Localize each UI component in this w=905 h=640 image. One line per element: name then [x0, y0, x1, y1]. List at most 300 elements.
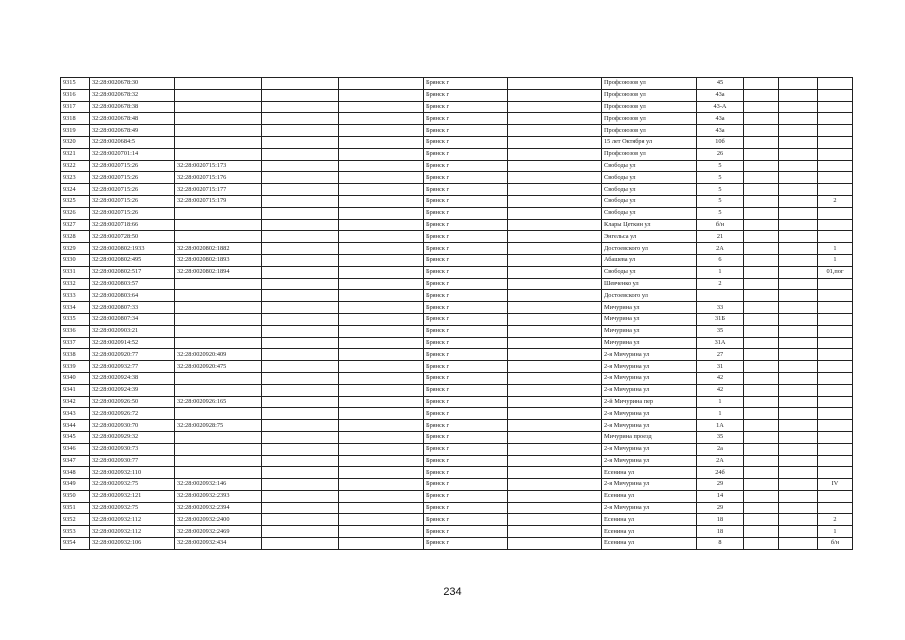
cadastral-number-cell: 32:28:0020803:57: [90, 278, 175, 290]
row-number-cell: 9345: [61, 431, 90, 443]
cadastral-number-cell: 32:28:0020932:121: [90, 490, 175, 502]
house-number-cell: 5: [697, 207, 744, 219]
empty-cell-4: [339, 148, 424, 160]
row-number-cell: 9334: [61, 302, 90, 314]
apartment-cell: [818, 278, 853, 290]
empty-cell-4: [339, 479, 424, 491]
empty-cell-4: [339, 384, 424, 396]
street-cell: Мичурина ул: [602, 302, 697, 314]
house-number-cell: 1: [697, 408, 744, 420]
row-number-cell: 9331: [61, 266, 90, 278]
empty-cell-4: [339, 207, 424, 219]
house-number-cell: 43а: [697, 125, 744, 137]
house-number-cell: 43а: [697, 113, 744, 125]
street-cell: Мичурина проезд: [602, 431, 697, 443]
empty-cell-4: [339, 514, 424, 526]
street-cell: Энгельса ул: [602, 231, 697, 243]
empty-cell-10: [779, 479, 818, 491]
empty-cell-10: [779, 349, 818, 361]
empty-cell-4: [339, 467, 424, 479]
empty-cell-10: [779, 136, 818, 148]
parent-cadastral-number-cell: [175, 408, 262, 420]
empty-cell-3: [262, 384, 339, 396]
city-cell: Брянск г: [424, 172, 508, 184]
parent-cadastral-number-cell: [175, 313, 262, 325]
empty-cell-3: [262, 266, 339, 278]
cadastral-number-cell: 32:28:0020932:110: [90, 467, 175, 479]
empty-cell-9: [744, 408, 779, 420]
city-cell: Брянск г: [424, 443, 508, 455]
empty-cell-6: [508, 490, 602, 502]
empty-cell-6: [508, 479, 602, 491]
row-number-cell: 9351: [61, 502, 90, 514]
table-row: [61, 254, 853, 266]
house-number-cell: 45: [697, 78, 744, 90]
table-row: [61, 113, 853, 125]
row-number-cell: 9349: [61, 479, 90, 491]
row-number-cell: 9317: [61, 101, 90, 113]
empty-cell-6: [508, 148, 602, 160]
house-number-cell: 43а: [697, 89, 744, 101]
empty-cell-10: [779, 420, 818, 432]
house-number-cell: 5: [697, 195, 744, 207]
empty-cell-6: [508, 113, 602, 125]
cadastral-number-cell: 32:28:0020701:14: [90, 148, 175, 160]
empty-cell-10: [779, 526, 818, 538]
empty-cell-9: [744, 290, 779, 302]
empty-cell-6: [508, 302, 602, 314]
city-cell: Брянск г: [424, 408, 508, 420]
apartment-cell: [818, 302, 853, 314]
city-cell: Брянск г: [424, 502, 508, 514]
empty-cell-3: [262, 148, 339, 160]
apartment-cell: [818, 207, 853, 219]
street-cell: Профсоюзов ул: [602, 101, 697, 113]
row-number-cell: 9315: [61, 78, 90, 90]
empty-cell-6: [508, 78, 602, 90]
empty-cell-4: [339, 136, 424, 148]
row-number-cell: 9330: [61, 254, 90, 266]
empty-cell-9: [744, 254, 779, 266]
table-row: [61, 372, 853, 384]
table-row: [61, 467, 853, 479]
row-number-cell: 9338: [61, 349, 90, 361]
city-cell: Брянск г: [424, 455, 508, 467]
row-number-cell: 9353: [61, 526, 90, 538]
empty-cell-9: [744, 384, 779, 396]
empty-cell-9: [744, 479, 779, 491]
empty-cell-10: [779, 113, 818, 125]
cadastral-number-cell: 32:28:0020678:38: [90, 101, 175, 113]
row-number-cell: 9325: [61, 195, 90, 207]
house-number-cell: 1: [697, 266, 744, 278]
apartment-cell: [818, 490, 853, 502]
street-cell: Профсоюзов ул: [602, 89, 697, 101]
house-number-cell: 31Б: [697, 313, 744, 325]
empty-cell-6: [508, 455, 602, 467]
city-cell: Брянск г: [424, 184, 508, 196]
row-number-cell: 9339: [61, 361, 90, 373]
empty-cell-3: [262, 420, 339, 432]
empty-cell-3: [262, 372, 339, 384]
city-cell: Брянск г: [424, 302, 508, 314]
empty-cell-6: [508, 184, 602, 196]
cadastral-number-cell: 32:28:0020924:39: [90, 384, 175, 396]
page-number: 234: [443, 586, 462, 598]
row-number-cell: 9335: [61, 313, 90, 325]
empty-cell-4: [339, 160, 424, 172]
empty-cell-6: [508, 207, 602, 219]
cadastral-number-cell: 32:28:0020715:26: [90, 160, 175, 172]
empty-cell-9: [744, 337, 779, 349]
apartment-cell: 1: [818, 254, 853, 266]
apartment-cell: [818, 219, 853, 231]
street-cell: Профсоюзов ул: [602, 148, 697, 160]
parent-cadastral-number-cell: 32:28:0020932:434: [175, 538, 262, 550]
row-number-cell: 9343: [61, 408, 90, 420]
row-number-cell: 9346: [61, 443, 90, 455]
empty-cell-6: [508, 443, 602, 455]
empty-cell-4: [339, 420, 424, 432]
parent-cadastral-number-cell: [175, 467, 262, 479]
apartment-cell: [818, 431, 853, 443]
empty-cell-3: [262, 526, 339, 538]
empty-cell-4: [339, 455, 424, 467]
street-cell: Есенина ул: [602, 538, 697, 550]
empty-cell-9: [744, 266, 779, 278]
cadastral-number-cell: 32:28:0020932:75: [90, 502, 175, 514]
empty-cell-4: [339, 219, 424, 231]
empty-cell-6: [508, 349, 602, 361]
street-cell: Мичурина ул: [602, 337, 697, 349]
row-number-cell: 9342: [61, 396, 90, 408]
empty-cell-10: [779, 160, 818, 172]
street-cell: 2-я Мичурина ул: [602, 408, 697, 420]
empty-cell-10: [779, 207, 818, 219]
street-cell: Профсоюзов ул: [602, 78, 697, 90]
empty-cell-4: [339, 408, 424, 420]
parent-cadastral-number-cell: 32:28:0020802:1882: [175, 243, 262, 255]
empty-cell-3: [262, 514, 339, 526]
empty-cell-6: [508, 89, 602, 101]
empty-cell-10: [779, 290, 818, 302]
street-cell: 15 лет Октября ул: [602, 136, 697, 148]
cadastral-number-cell: 32:28:0020807:33: [90, 302, 175, 314]
cadastral-number-cell: 32:28:0020715:26: [90, 172, 175, 184]
empty-cell-9: [744, 101, 779, 113]
apartment-cell: [818, 396, 853, 408]
empty-cell-6: [508, 396, 602, 408]
apartment-cell: [818, 231, 853, 243]
table-row: [61, 490, 853, 502]
table-row: [61, 266, 853, 278]
table-row: [61, 148, 853, 160]
cadastral-number-cell: 32:28:0020932:75: [90, 479, 175, 491]
parent-cadastral-number-cell: [175, 136, 262, 148]
empty-cell-9: [744, 78, 779, 90]
street-cell: 2-я Мичурина ул: [602, 349, 697, 361]
empty-cell-6: [508, 420, 602, 432]
street-cell: Мичурина ул: [602, 313, 697, 325]
row-number-cell: 9318: [61, 113, 90, 125]
empty-cell-3: [262, 337, 339, 349]
empty-cell-10: [779, 408, 818, 420]
table-row: [61, 502, 853, 514]
street-cell: Свободы ул: [602, 184, 697, 196]
city-cell: Брянск г: [424, 254, 508, 266]
empty-cell-4: [339, 361, 424, 373]
table-row: [61, 443, 853, 455]
city-cell: Брянск г: [424, 396, 508, 408]
empty-cell-9: [744, 125, 779, 137]
apartment-cell: [818, 455, 853, 467]
house-number-cell: 31: [697, 361, 744, 373]
parent-cadastral-number-cell: [175, 113, 262, 125]
empty-cell-3: [262, 290, 339, 302]
empty-cell-10: [779, 231, 818, 243]
cadastral-number-cell: 32:28:0020678:48: [90, 113, 175, 125]
cadastral-number-cell: 32:28:0020924:38: [90, 372, 175, 384]
cadastral-number-cell: 32:28:0020926:72: [90, 408, 175, 420]
empty-cell-3: [262, 136, 339, 148]
empty-cell-10: [779, 325, 818, 337]
empty-cell-9: [744, 538, 779, 550]
street-cell: Свободы ул: [602, 195, 697, 207]
empty-cell-3: [262, 467, 339, 479]
apartment-cell: 2: [818, 195, 853, 207]
parent-cadastral-number-cell: 32:28:0020932:2400: [175, 514, 262, 526]
table-row: [61, 172, 853, 184]
city-cell: Брянск г: [424, 361, 508, 373]
parent-cadastral-number-cell: [175, 101, 262, 113]
empty-cell-3: [262, 195, 339, 207]
empty-cell-6: [508, 431, 602, 443]
house-number-cell: 2А: [697, 243, 744, 255]
cadastral-number-cell: 32:28:0020930:73: [90, 443, 175, 455]
empty-cell-9: [744, 467, 779, 479]
empty-cell-4: [339, 302, 424, 314]
empty-cell-10: [779, 384, 818, 396]
parent-cadastral-number-cell: [175, 278, 262, 290]
row-number-cell: 9320: [61, 136, 90, 148]
city-cell: Брянск г: [424, 420, 508, 432]
row-number-cell: 9333: [61, 290, 90, 302]
parent-cadastral-number-cell: [175, 372, 262, 384]
table-row: [61, 302, 853, 314]
house-number-cell: 29: [697, 502, 744, 514]
house-number-cell: 5: [697, 172, 744, 184]
apartment-cell: 1: [818, 526, 853, 538]
parent-cadastral-number-cell: [175, 455, 262, 467]
apartment-cell: [818, 125, 853, 137]
empty-cell-9: [744, 160, 779, 172]
house-number-cell: 18: [697, 514, 744, 526]
parent-cadastral-number-cell: [175, 325, 262, 337]
empty-cell-3: [262, 408, 339, 420]
empty-cell-4: [339, 278, 424, 290]
house-number-cell: [697, 290, 744, 302]
empty-cell-9: [744, 431, 779, 443]
apartment-cell: б/н: [818, 538, 853, 550]
empty-cell-6: [508, 514, 602, 526]
empty-cell-4: [339, 538, 424, 550]
empty-cell-6: [508, 361, 602, 373]
cadastral-number-cell: 32:28:0020678:30: [90, 78, 175, 90]
city-cell: Брянск г: [424, 325, 508, 337]
empty-cell-10: [779, 396, 818, 408]
parent-cadastral-number-cell: [175, 207, 262, 219]
empty-cell-4: [339, 290, 424, 302]
empty-cell-9: [744, 243, 779, 255]
empty-cell-9: [744, 526, 779, 538]
row-number-cell: 9336: [61, 325, 90, 337]
parent-cadastral-number-cell: [175, 89, 262, 101]
cadastral-number-cell: 32:28:0020803:64: [90, 290, 175, 302]
house-number-cell: 1: [697, 396, 744, 408]
house-number-cell: 42: [697, 372, 744, 384]
empty-cell-6: [508, 408, 602, 420]
empty-cell-9: [744, 325, 779, 337]
empty-cell-10: [779, 89, 818, 101]
empty-cell-3: [262, 243, 339, 255]
empty-cell-9: [744, 349, 779, 361]
empty-cell-4: [339, 325, 424, 337]
city-cell: Брянск г: [424, 207, 508, 219]
cadastral-number-cell: 32:28:0020715:26: [90, 184, 175, 196]
registry-table-body: [61, 78, 853, 550]
empty-cell-3: [262, 254, 339, 266]
city-cell: Брянск г: [424, 195, 508, 207]
cadastral-number-cell: 32:28:0020930:70: [90, 420, 175, 432]
cadastral-number-cell: 32:28:0020802:1933: [90, 243, 175, 255]
apartment-cell: [818, 384, 853, 396]
city-cell: Брянск г: [424, 125, 508, 137]
empty-cell-4: [339, 349, 424, 361]
row-number-cell: 9322: [61, 160, 90, 172]
empty-cell-3: [262, 172, 339, 184]
house-number-cell: 14: [697, 490, 744, 502]
cadastral-number-cell: 32:28:0020678:32: [90, 89, 175, 101]
house-number-cell: 31А: [697, 337, 744, 349]
parent-cadastral-number-cell: 32:28:0020715:173: [175, 160, 262, 172]
empty-cell-9: [744, 148, 779, 160]
parent-cadastral-number-cell: 32:28:0020932:2394: [175, 502, 262, 514]
empty-cell-4: [339, 172, 424, 184]
empty-cell-9: [744, 514, 779, 526]
house-number-cell: б/н: [697, 219, 744, 231]
city-cell: Брянск г: [424, 78, 508, 90]
apartment-cell: [818, 101, 853, 113]
empty-cell-10: [779, 455, 818, 467]
street-cell: Свободы ул: [602, 266, 697, 278]
empty-cell-9: [744, 502, 779, 514]
table-row: [61, 231, 853, 243]
cadastral-number-cell: 32:28:0020930:77: [90, 455, 175, 467]
empty-cell-6: [508, 195, 602, 207]
empty-cell-4: [339, 78, 424, 90]
city-cell: Брянск г: [424, 337, 508, 349]
apartment-cell: [818, 113, 853, 125]
empty-cell-10: [779, 502, 818, 514]
empty-cell-6: [508, 266, 602, 278]
empty-cell-4: [339, 431, 424, 443]
table-row: [61, 538, 853, 550]
empty-cell-4: [339, 125, 424, 137]
apartment-cell: [818, 172, 853, 184]
empty-cell-3: [262, 538, 339, 550]
row-number-cell: 9352: [61, 514, 90, 526]
empty-cell-3: [262, 219, 339, 231]
cadastral-number-cell: 32:28:0020678:49: [90, 125, 175, 137]
parent-cadastral-number-cell: [175, 290, 262, 302]
empty-cell-9: [744, 172, 779, 184]
empty-cell-10: [779, 372, 818, 384]
empty-cell-3: [262, 455, 339, 467]
apartment-cell: [818, 420, 853, 432]
apartment-cell: [818, 89, 853, 101]
empty-cell-6: [508, 231, 602, 243]
cadastral-number-cell: 32:28:0020914:52: [90, 337, 175, 349]
row-number-cell: 9337: [61, 337, 90, 349]
empty-cell-3: [262, 431, 339, 443]
parent-cadastral-number-cell: 32:28:0020932:2469: [175, 526, 262, 538]
empty-cell-4: [339, 266, 424, 278]
empty-cell-10: [779, 219, 818, 231]
street-cell: Мичурина ул: [602, 325, 697, 337]
empty-cell-10: [779, 184, 818, 196]
empty-cell-3: [262, 302, 339, 314]
table-row: [61, 420, 853, 432]
table-row: [61, 278, 853, 290]
street-cell: 2-я Мичурина ул: [602, 420, 697, 432]
empty-cell-6: [508, 278, 602, 290]
cadastral-number-cell: 32:28:0020932:112: [90, 514, 175, 526]
empty-cell-10: [779, 443, 818, 455]
table-row: [61, 455, 853, 467]
empty-cell-6: [508, 538, 602, 550]
empty-cell-6: [508, 372, 602, 384]
house-number-cell: 33: [697, 302, 744, 314]
row-number-cell: 9347: [61, 455, 90, 467]
table-row: [61, 243, 853, 255]
empty-cell-10: [779, 148, 818, 160]
table-row: [61, 431, 853, 443]
empty-cell-4: [339, 443, 424, 455]
city-cell: Брянск г: [424, 514, 508, 526]
empty-cell-9: [744, 396, 779, 408]
table-row: [61, 136, 853, 148]
parent-cadastral-number-cell: [175, 78, 262, 90]
table-row: [61, 89, 853, 101]
parent-cadastral-number-cell: 32:28:0020715:176: [175, 172, 262, 184]
parent-cadastral-number-cell: 32:28:0020932:2393: [175, 490, 262, 502]
table-row: [61, 195, 853, 207]
empty-cell-10: [779, 361, 818, 373]
parent-cadastral-number-cell: 32:28:0020932:146: [175, 479, 262, 491]
row-number-cell: 9326: [61, 207, 90, 219]
street-cell: 2-я Мичурина ул: [602, 479, 697, 491]
empty-cell-3: [262, 113, 339, 125]
empty-cell-10: [779, 337, 818, 349]
street-cell: Есенина ул: [602, 490, 697, 502]
street-cell: 2-й Мичурина пер: [602, 396, 697, 408]
empty-cell-4: [339, 396, 424, 408]
empty-cell-6: [508, 125, 602, 137]
row-number-cell: 9332: [61, 278, 90, 290]
city-cell: Брянск г: [424, 136, 508, 148]
empty-cell-10: [779, 278, 818, 290]
apartment-cell: [818, 313, 853, 325]
